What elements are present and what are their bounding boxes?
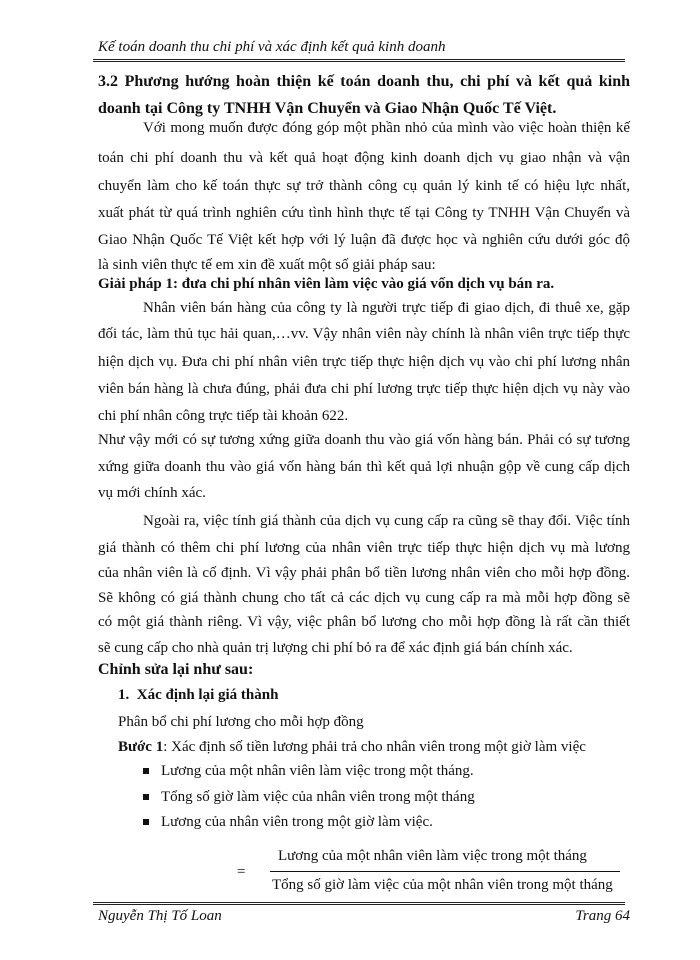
allocation-line: Phân bổ chi phí lương cho mỗi hợp đồng (118, 714, 364, 730)
paragraph-line: Với mong muốn được đóng góp một phần nhỏ của mình vào việc hoàn thiện kế (143, 120, 630, 136)
footer-page-number: Trang 64 (575, 908, 630, 924)
bullet-text: Lương của nhân viên trong một giờ làm việc. (161, 814, 433, 830)
bullet-text: Tổng số giờ làm việc của nhân viên trong một tháng (161, 789, 475, 805)
running-header: Kế toán doanh thu chi phí và xác định kết quả kinh doanh (98, 39, 446, 55)
paragraph-line: là sinh viên thực tế em xin đề xuất một số giải pháp sau: (98, 257, 436, 273)
paragraph-line: giá thành có thêm chi phí lương của nhân viên trực tiếp thực hiện dịch vụ mà lương (98, 540, 630, 556)
formula-equals: = (237, 864, 246, 880)
paragraph-line: Nhân viên bán hàng của công ty là người trực tiếp đi giao dịch, đi thuê xe, gặp (143, 300, 630, 316)
bullet-item (143, 763, 474, 780)
step-text: : Xác định số tiền lương phải trả cho nhân viên trong một giờ làm việc (163, 739, 586, 755)
bullet-square-icon (143, 819, 149, 825)
bullet-text: Lương của một nhân viên làm việc trong một tháng. (161, 763, 474, 779)
paragraph-line: toán chi phí doanh thu và kết quả hoạt động kinh doanh dịch vụ giao nhận và vận (98, 150, 630, 166)
paragraph-line: Giao Nhận Quốc Tế Việt kết hợp với lý luận đã được học và nghiên cứu dưới góc độ (98, 232, 630, 248)
revision-heading: Chỉnh sửa lại như sau: (98, 661, 254, 678)
bullet-square-icon (143, 794, 149, 800)
step-label: Bước 1 (118, 739, 164, 755)
formula-denominator: Tổng số giờ làm việc của một nhân viên trong một tháng (272, 877, 613, 893)
section-title-line: doanh tại Công ty TNHH Vận Chuyển và Giao Nhận Quốc Tế Việt. (98, 100, 557, 117)
paragraph-line: của nhân viên là cố định. Vì vậy phải phân bổ tiền lương nhân viên cho mỗi hợp đồng. (98, 565, 630, 581)
bullet-item (143, 814, 433, 831)
paragraph-line: xứng giữa doanh thu vào giá vốn hàng bán thì kết quả lợi nhuận gộp về cung cấp dịch (98, 459, 630, 475)
footer-rule (93, 902, 625, 905)
paragraph-line: có một giá thành riêng. Vì vậy, việc phân bổ lương cho mỗi hợp đồng là rất cần thiết (98, 614, 630, 630)
section-title-line: 3.2 Phương hướng hoàn thiện kế toán doanh thu, chi phí và kết quả kinh (98, 73, 630, 90)
paragraph-line: chuyển làm cho kế toán thực sự trở thành công cụ quản lý kinh tế có hiệu lực nhất, (98, 178, 630, 194)
item-number: 1. (118, 687, 130, 703)
section-title (98, 68, 630, 122)
paragraph-line: sẽ cung cấp cho nhà quản trị lượng chi phí bỏ ra để xác định giá bán chính xác. (98, 640, 573, 656)
footer-author: Nguyễn Thị Tố Loan (98, 908, 222, 924)
paragraph-line: hiện dịch vụ. Đưa chi phí nhân viên trực tiếp thực hiện dịch vụ vào chi phí lương nhân (98, 354, 630, 370)
solution-heading: Giải pháp 1: đưa chi phí nhân viên làm việc vào giá vốn dịch vụ bán ra. (98, 276, 555, 292)
item-label: Xác định lại giá thành (136, 687, 279, 703)
paragraph-line: chi phí nhân công trực tiếp tài khoản 622. (98, 408, 349, 424)
formula-numerator: Lương của một nhân viên làm việc trong một tháng (278, 848, 587, 864)
paragraph-line: Sẽ không có giá thành chung cho tất cả các dịch vụ cung cấp ra mà mỗi hợp đồng sẽ (98, 590, 630, 606)
step-line (118, 737, 650, 757)
fraction-bar (270, 871, 620, 872)
paragraph-line: Như vậy mới có sự tương xứng giữa doanh thu vào giá vốn hàng bán. Phải có sự tương (98, 432, 630, 448)
paragraph-line: viên bán hàng là chưa đúng, phải đưa chi phí lương trực tiếp thực hiện dịch vụ này vào (98, 381, 630, 397)
paragraph-line: đối tác, làm thủ tục hải quan,…vv. Vậy nhân viên này chính là nhân viên trực tiếp thực (98, 326, 630, 342)
header-rule (93, 59, 625, 62)
paragraph-line: Ngoài ra, việc tính giá thành của dịch vụ cung cấp ra cũng sẽ thay đổi. Việc tính (143, 513, 630, 529)
paragraph-line: vụ mới chính xác. (98, 485, 206, 501)
numbered-item (118, 687, 278, 704)
paragraph-line: xuất phát từ quá trình nghiên cứu tình hình thực tế tại Công ty TNHH Vận Chuyển và (98, 205, 630, 221)
bullet-item (143, 789, 475, 806)
bullet-square-icon (143, 768, 149, 774)
